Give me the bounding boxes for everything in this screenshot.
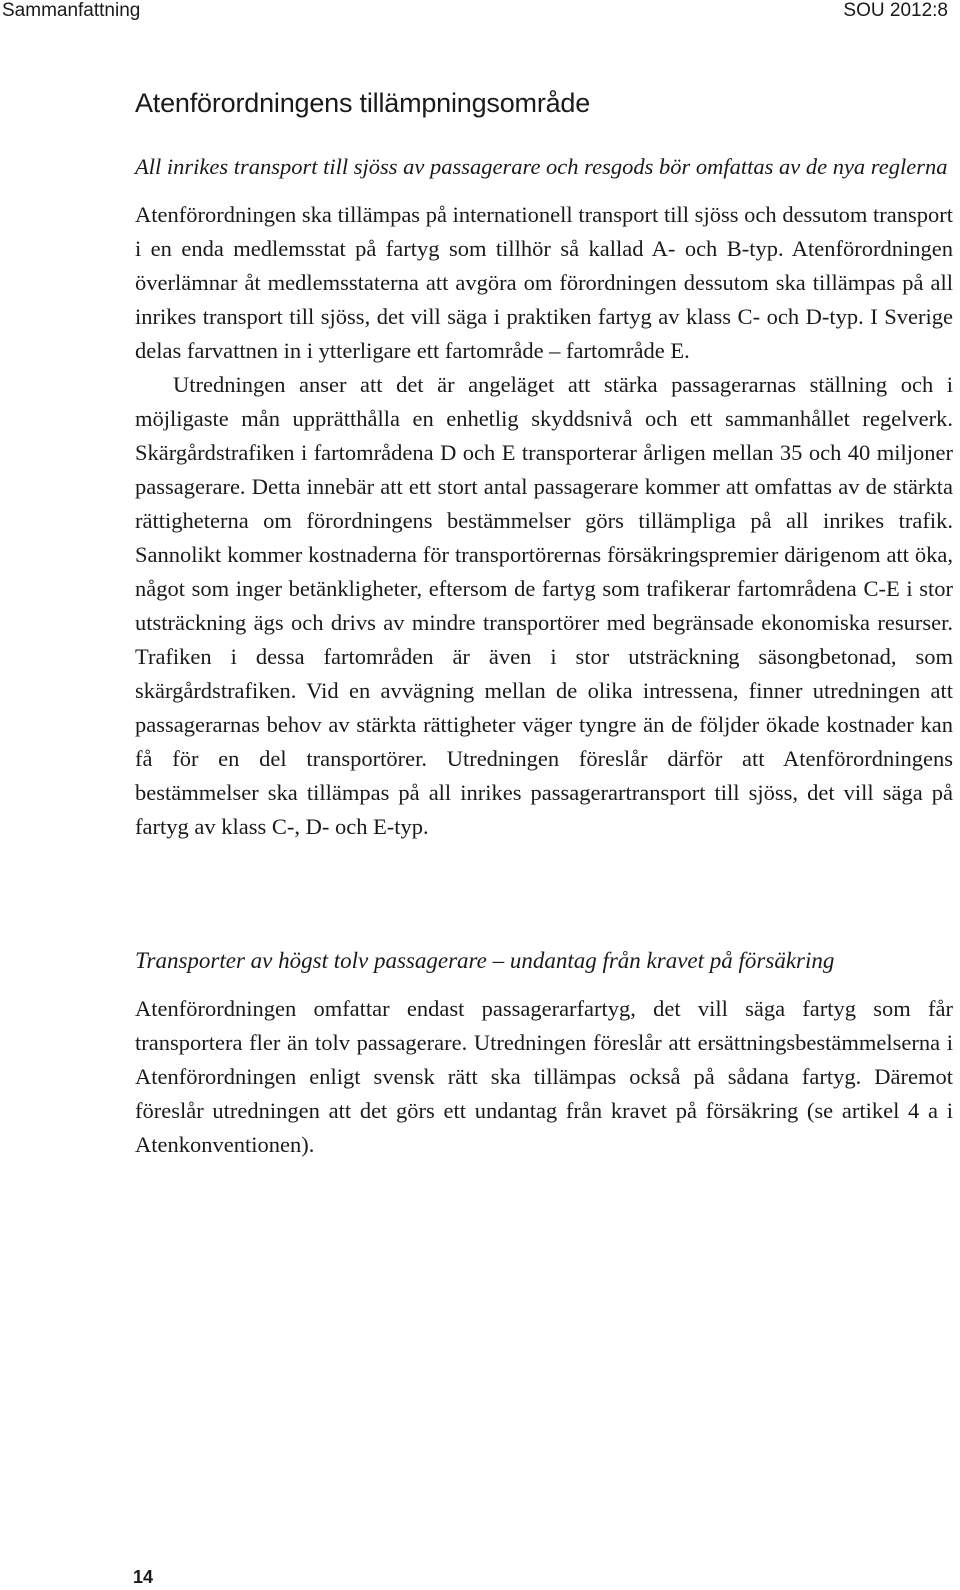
running-header-section: Sammanfattning	[2, 0, 141, 21]
page-content	[135, 86, 953, 1162]
body-paragraph: Atenförordningen ska tillämpas på internationell transport till sjöss och dessutom transport i en enda medlemsstat på fartyg som tillhör så kallad A- och B-typ. Atenförordningen överlämnar åt medlemsstaterna att avgöra om förordningen dessutom ska tillämpas på all inrikes transport till sjöss, det vill säga i praktiken fartyg av klass C- och D-typ. I Sverige delas farvattnen in i ytterligare ett fartområde – fartområde E.	[135, 202, 953, 363]
section-lead-heading: All inrikes transport till sjöss av passagerare och resgods bör omfattas av de nya reglerna	[135, 154, 948, 179]
page-number: 14	[133, 1567, 154, 1587]
running-header-document-id: SOU 2012:8	[843, 0, 948, 21]
running-header	[0, 0, 960, 22]
body-paragraph: Atenförordningen omfattar endast passagerarfartyg, det vill säga fartyg som får transportera fler än tolv passagerare. Utredningen föreslår att ersättningsbestämmelserna i Atenförordningen enligt svensk rätt ska tillämpas också på sådana fartyg. Däremot föreslår utredningen att det görs ett undantag från kravet på försäkring (se artikel 4 a i Atenkonventionen).	[135, 996, 953, 1157]
body-paragraph: Utredningen anser att det är angeläget att stärka passagerarnas ställning och i möjligaste mån upprätthålla en enhetlig skyddsnivå och ett sammanhållet regelverk. Skärgårdstrafiken i fartområdena D och E transporterar årligen mellan 35 och 40 miljoner passagerare. Detta innebär att ett stort antal passagerare kommer att omfattas av de stärkta rättigheterna om förordningens bestämmelser görs tillämpliga på all inrikes trafik. Sannolikt kommer kostnaderna för transportörernas försäkringspremier därigenom att öka, något som inger betänkligheter, eftersom de fartyg som trafikerar fartområdena C-E i stor utsträckning ägs och drivs av mindre transportörer med begränsade ekonomiska resurser. Trafiken i dessa fartområden är även i stor utsträckning säsongbetonad, som skärgårdstrafiken. Vid en avvägning mellan de olika intressena, finner utredningen att passagerarnas behov av stärkta rättigheter väger tyngre än de följder ökade kostnader kan få för en del transportörer. Utredningen föreslår därför att Atenförordningens bestämmelser ska tillämpas på all inrikes passagerartransport till sjöss, det vill säga på fartyg av klass C-, D- och E-typ.	[135, 372, 953, 839]
section-heading: Atenförordningens tillämpningsområde	[135, 88, 591, 118]
subsection-heading: Transporter av högst tolv passagerare – undantag från kravet på försäkring	[135, 948, 835, 973]
